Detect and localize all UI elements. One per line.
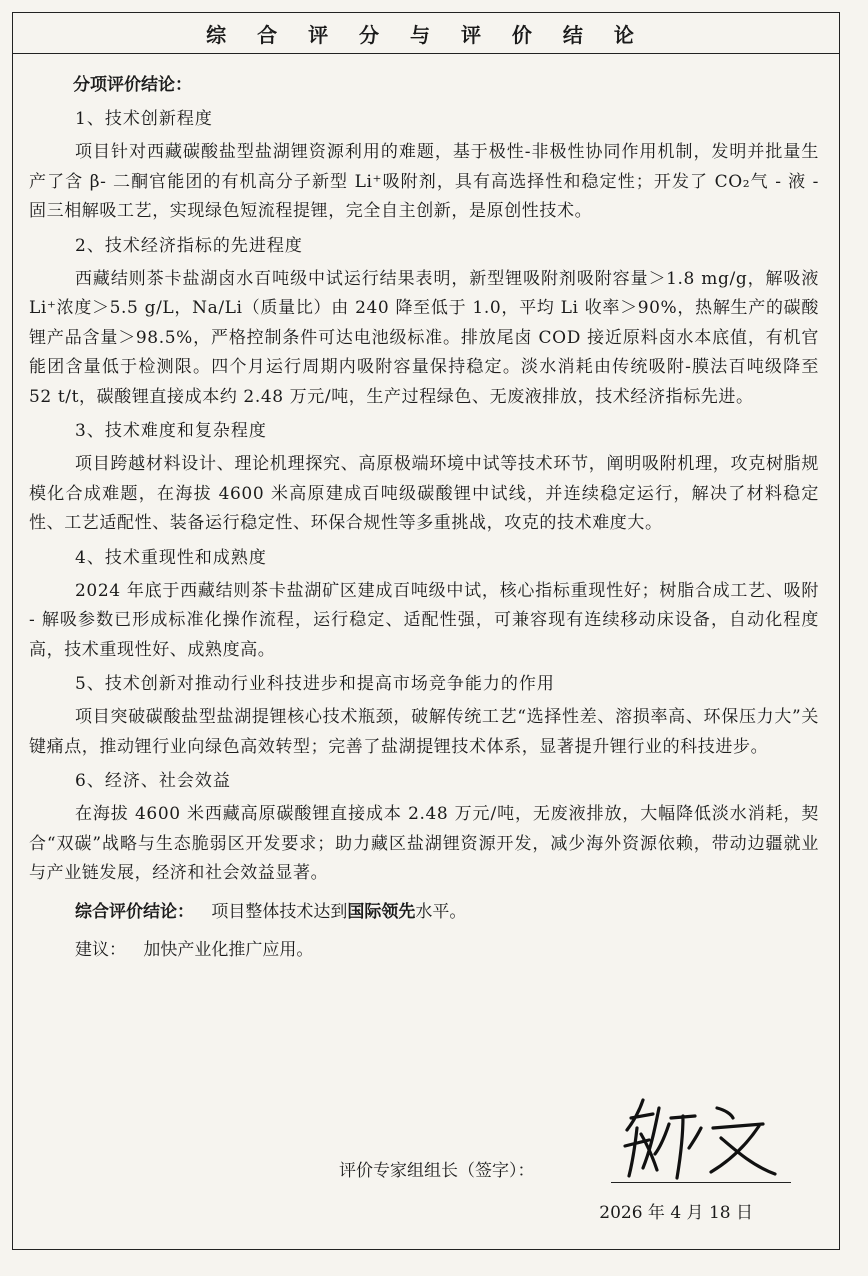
- overall-conclusion-tail: 水平。: [415, 901, 467, 922]
- section-heading: 2、技术经济指标的先进程度: [75, 235, 303, 256]
- signature-label: 评价专家组组长（签字）：: [339, 1161, 535, 1181]
- signature-line: [611, 1182, 791, 1183]
- section-6: [29, 762, 819, 889]
- section-heading: 5、技术创新对推动行业科技进步和提高市场竞争能力的作用: [75, 674, 555, 694]
- section-text: 项目跨越材料设计、理论机理探究、高原极端环境中试等技术环节，阐明吸附机理，攻克树脂规模化合成难题，在海拔 4600 米高原建成百吨级碳酸锂中试线，并连续稳定运行，解决了材料稳定性、工艺适配性、装备运行稳定性、环保合规性等多重挑战，攻克的技术难度大。: [29, 454, 819, 533]
- recommendation-text: 加快产业化推广应用。: [143, 939, 314, 960]
- section-4: [29, 539, 819, 666]
- overall-conclusion-label: 综合评价结论：: [75, 901, 194, 922]
- overall-conclusion: [75, 893, 819, 931]
- handwritten-signature: [613, 1088, 783, 1184]
- intro-heading: 分项评价结论：: [73, 75, 192, 95]
- section-heading: 4、技术重现性和成熟度: [75, 547, 267, 568]
- section-text: 项目针对西藏碳酸盐型盐湖锂资源利用的难题，基于极性-非极性协同作用机制，发明并批量生产了含 β- 二酮官能团的有机高分子新型 Li⁺吸附剂，具有高选择性和稳定性；开发了 CO₂气 - 液 - 固三相解吸工艺，实现绿色短流程提锂，完全自主创新，是原创性技术。: [29, 142, 819, 221]
- section-heading: 6、经济、社会效益: [75, 771, 231, 791]
- section-heading: 3、技术难度和复杂程度: [75, 421, 267, 441]
- section-5: [29, 665, 819, 762]
- evaluation-form-frame: [12, 12, 840, 1250]
- overall-conclusion-text: 项目整体技术达到: [211, 901, 348, 922]
- form-body: [13, 54, 839, 969]
- sign-date: 2026 年 4 月 18 日: [599, 1203, 753, 1223]
- recommendation: [75, 931, 819, 969]
- recommendation-label: 建议：: [75, 939, 126, 960]
- section-heading: 1、技术创新程度: [75, 109, 213, 129]
- section-text: 在海拔 4600 米西藏高原碳酸锂直接成本 2.48 万元/吨，无废液排放，大幅降低淡水消耗，契合“双碳”战略与生态脆弱区开发要求；助力藏区盐湖锂资源开发，减少海外资源依赖，带动边疆就业与产业链发展，经济和社会效益显著。: [29, 804, 819, 883]
- section-text: 项目突破碳酸盐型盐湖提锂核心技术瓶颈，破解传统工艺“选择性差、溶损率高、环保压力大”关键痛点，推动锂行业向绿色高效转型；完善了盐湖提锂技术体系，显著提升锂行业的科技进步。: [29, 707, 819, 757]
- signature-row: [13, 1150, 839, 1190]
- section-text: 2024 年底于西藏结则茶卡盐湖矿区建成百吨级中试，核心指标重现性好；树脂合成工艺、吸附 - 解吸参数已形成标准化操作流程，运行稳定、适配性强，可兼容现有连续移动床设备，自动化程度高，技术重现性好、成熟度高。: [29, 580, 819, 660]
- section-3: [29, 412, 819, 539]
- section-1: [29, 100, 819, 227]
- section-2: [29, 227, 819, 413]
- overall-conclusion-highlight: 国际领先: [347, 901, 416, 922]
- form-title: 综 合 评 分 与 评 价 结 论: [13, 13, 839, 54]
- section-text: 西藏结则茶卡盐湖卤水百吨级中试运行结果表明，新型锂吸附剂吸附容量＞1.8 mg/g，解吸液 Li⁺浓度＞5.5 g/L，Na/Li（质量比）由 240 降至低于 1.0，平均 Li 收率＞90%，热解生产的碳酸锂产品含量＞98.5%，严格控制条件可达电池级标准。排放尾卤 COD 接近原料卤水本底值，有机官能团含量低于检测限。四个月运行周期内吸附容量保持稳定。淡水消耗由传统吸附-膜法百吨级降至 52 t/t，碳酸锂直接成本约 2.48 万元/吨，生产过程绿色、无废液排放，技术经济指标先进。: [29, 268, 819, 407]
